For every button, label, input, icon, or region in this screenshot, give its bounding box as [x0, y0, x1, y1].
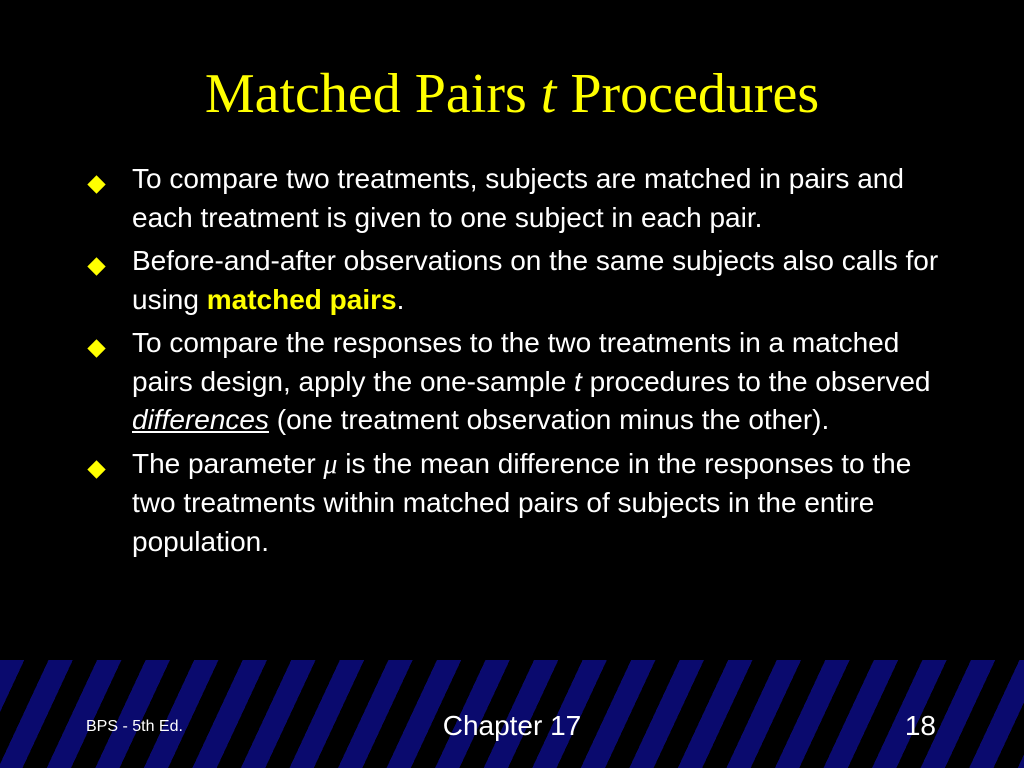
bullet-text: Before-and-after observations on the same subjects also calls for using	[132, 245, 939, 315]
footer-chapter: Chapter 17	[442, 710, 582, 741]
title-text-2: Procedures	[556, 63, 820, 125]
bullet-item-3	[80, 324, 960, 440]
diamond-bullet-icon	[87, 339, 105, 357]
footer-edition: BPS - 5th Ed.	[86, 718, 183, 735]
mu-symbol: μ	[323, 448, 338, 480]
bullet-text-end: is the mean difference in the responses to the two treatments within matched pairs of subjects in the entire population.	[132, 447, 912, 557]
slide-number: 18	[904, 710, 936, 741]
bullet-text-end: .	[396, 283, 405, 315]
diamond-bullet-icon	[87, 175, 105, 193]
diamond-bullet-icon	[87, 460, 105, 478]
bullet-list	[80, 160, 960, 566]
diamond-bullet-icon	[87, 257, 105, 275]
bullet-text: The parameter	[132, 447, 324, 479]
bullet-item-4	[80, 445, 960, 562]
bullet-text-end: (one treatment observation minus the other).	[268, 404, 830, 435]
bullet-text: To compare two treatments, subjects are matched in pairs and each treatment is given to one subject in each pair.	[132, 163, 904, 233]
title-text-1: Matched Pairs	[204, 63, 541, 125]
slide-title	[0, 62, 1024, 126]
bullet-item-1	[80, 160, 960, 237]
bullet-item-2	[80, 242, 960, 319]
italic-t: t	[574, 365, 582, 397]
bullet-text: To compare the responses to the two treatments in a matched pairs design, apply the one-sample	[132, 327, 900, 397]
title-italic-t: t	[540, 63, 557, 125]
underlined-term: differences	[132, 404, 269, 435]
highlight-term: matched pairs	[206, 283, 397, 315]
bullet-text-mid: procedures to the observed	[581, 365, 931, 397]
